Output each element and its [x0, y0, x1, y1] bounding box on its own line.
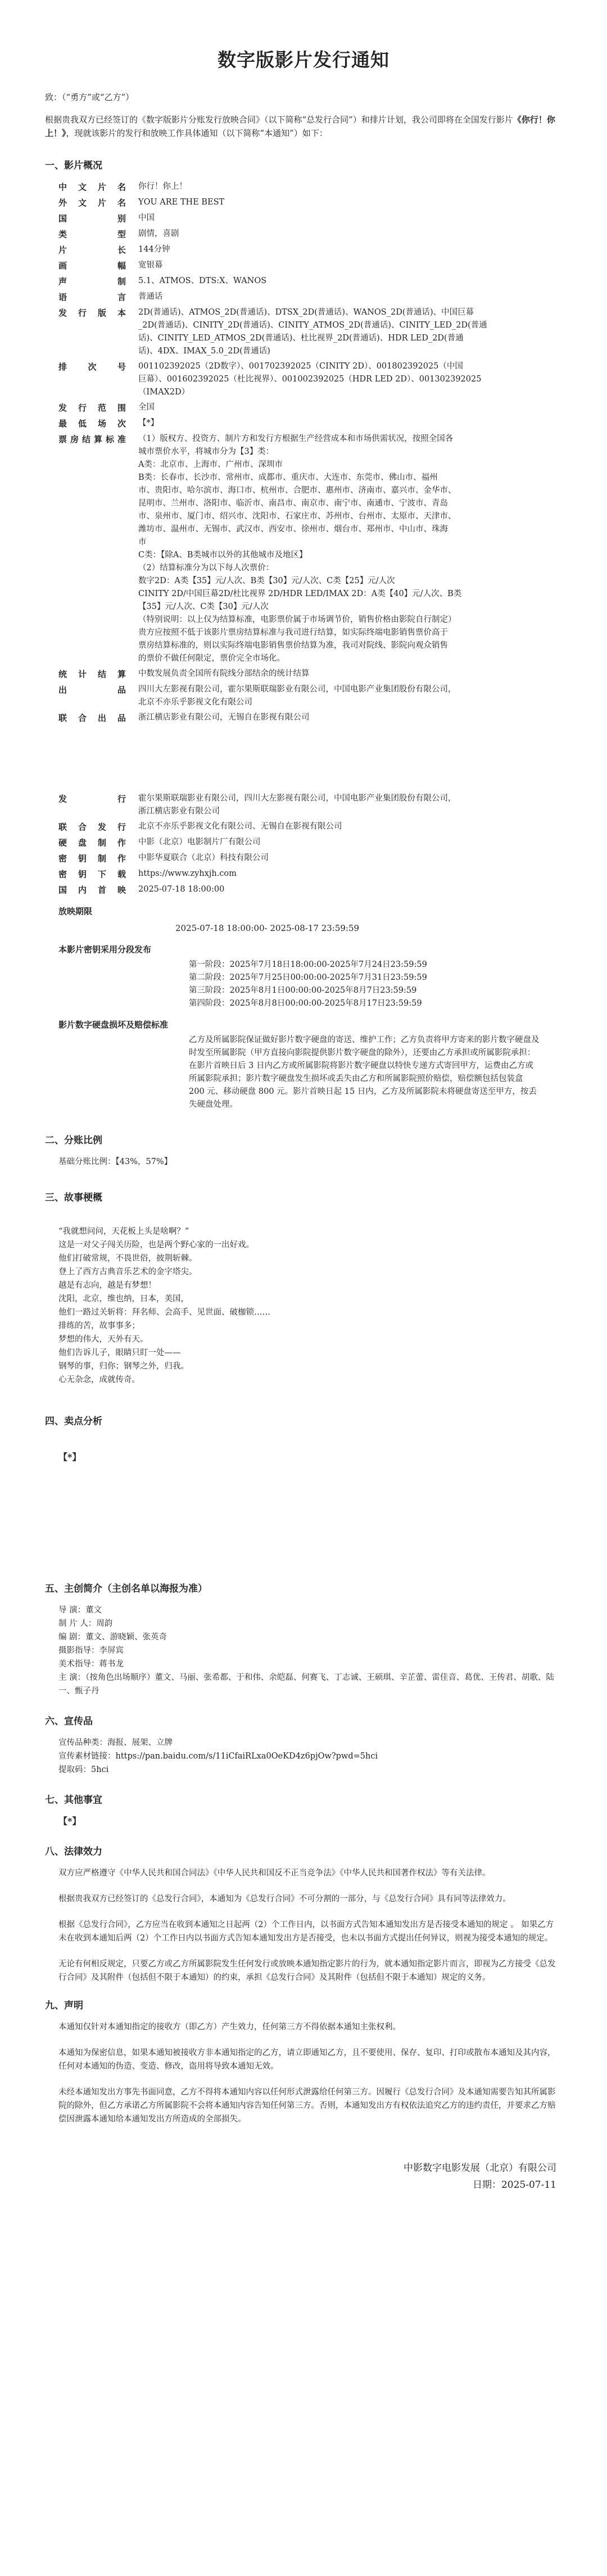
info-row-codes: [58, 360, 576, 399]
credit-line: 美术指导：蒋书龙: [58, 1660, 124, 1669]
info-row-scope: [58, 401, 576, 415]
film-info-table: [58, 180, 576, 897]
settlement-line: （特别说明：以上仅为结算标准，电影票价属于市场调节价，销售价格由影院自行制定）: [138, 615, 456, 624]
key-period-item: 第二阶段：2025年7月25日00:00:00-2025年7月31日23:59:59: [189, 973, 427, 982]
credit-line: 制 片 人：周韵: [58, 1619, 113, 1628]
info-value: 剧情，喜剧: [138, 229, 179, 238]
legal-paragraph: 双方应严格遵守《中华人民共和国合同法》《中华人民共和国反不正当竞争法》《中华人民共和国著作权法》等有关法律。: [58, 1869, 491, 1878]
info-label: 联合发行: [58, 822, 126, 832]
credit-line: 主 演：（按角色出场顺序）董文、马丽、张希都、于和伟、余皑磊、何赛飞、丁志诚、王硕琪、辛芷蕾、雷佳音、葛优、王传君、胡歌、陆一、甄子丹: [58, 1673, 554, 1696]
info-value: 中影华夏联合（北京）科技有限公司: [138, 853, 269, 862]
settlement-line: B类：长春市、长沙市、常州市、成都市、重庆市、大连市、东莞市、佛山市、福州: [138, 473, 438, 482]
credits-list: [45, 1603, 562, 1698]
info-value: 全国: [138, 403, 155, 412]
story-synopsis: [58, 1225, 562, 1387]
info-value: 普通话: [138, 292, 163, 301]
story-line: “我就想问问，天花板上头是啥啊？”: [58, 1227, 189, 1236]
info-value: 2025-07-18 18:00:00: [138, 885, 225, 894]
info-row-stats: [58, 667, 576, 681]
split-ratio: 基础分账比例：【43%，57%】: [58, 1157, 173, 1166]
key-period-item: 第三阶段：2025年8月1日00:00:00-2025年8月7日23:59:59: [189, 986, 417, 995]
statement-paragraph: 未经本通知发出方事先书面同意，乙方不得将本通知内容以任何形式泄露给任何第三方。因履行《总发行合同》及本通知需要告知其所属影院的除外，但乙方承诺乙方所属影院不会将本通知内容告知任何第三方。否则，本通知发出方有权依法追究乙方的违约责任，并要求乙方赔偿因泄露本通知给本通知发出方所造成的全部损失。: [58, 2088, 556, 2124]
credit-line: 摄影指导：李屏宾: [58, 1646, 124, 1655]
info-label: 发行版本: [58, 308, 126, 318]
info-value: [138, 683, 576, 709]
story-line: 越是有志向，越是有梦想！: [58, 1281, 156, 1290]
code-line: （IMAX2D）: [138, 388, 190, 397]
key-period-item: 第一阶段：2025年7月18日18:00:00-2025年7月24日23:59:59: [189, 960, 427, 969]
info-value: [138, 792, 576, 818]
settlement-line: 贵方应按照不低于该影片票房结算标准与我司进行结算，如实际终端电影销售票价高于: [138, 628, 448, 637]
info-row-coproducer: [58, 711, 576, 725]
settlement-line: （1）版权方、投资方、制片方和发行方根据生产经营成本和市场供需状况，按照全国各: [138, 434, 454, 443]
info-label: 中文片名: [58, 182, 126, 192]
settlement-line: A类：北京市、上海市、广州市、深圳市: [138, 460, 283, 469]
settlement-line: 数字2D：A类【35】元/人次、B类【30】元/人次、C类【25】元/人次: [138, 576, 395, 585]
settlement-line: 【35】元/人次、C类【30】元/人次: [138, 602, 269, 611]
info-value: YOU ARE THE BEST: [138, 198, 225, 207]
info-label: 出品: [58, 685, 126, 695]
key-periods-title: 本影片密钥采用分段发布: [58, 944, 152, 955]
legal-paragraph: 根据贵我双方已经签订的《总发行合同》，本通知为《总发行合同》不可分割的一部分，与《总发行合同》具有同等法律效力。: [58, 1894, 511, 1903]
info-row-codistributor: [58, 820, 576, 834]
story-line: 排练的苦，故事事多；: [58, 1321, 140, 1330]
producer-line: 北京不亦乐乎影视文化有限公司: [138, 698, 252, 707]
settlement-line: 昆明市、兰州市、洛阳市、临沂市、南昌市、南京市、南宁市、南通市、宁波市、青岛: [138, 499, 448, 508]
settlement-line: 市、泉州市、厦门市、绍兴市、沈阳市、石家庄市、苏州市、台州市、太原市、天津市、: [138, 512, 456, 521]
section-title-split: 二、分账比例: [45, 1135, 102, 1146]
intro-paragraph: [45, 113, 562, 140]
info-value: 中国: [138, 213, 155, 222]
section-title-other: 七、其他事宜: [45, 1794, 102, 1806]
info-label: 语言: [58, 292, 126, 302]
legal-paragraph: 无论有何相反规定，只要乙方或乙方所属影院发生任何发行或放映本通知指定影片的行为，就本通知指定影片而言，即视为乙方接受《总发行合同》及其附件（包括但不限于本通知）的约束，承担《总发行合同》及其附件（包括但不限于本通知）规定的义务。: [58, 1960, 556, 1982]
guarantee-text: 乙方及所属影院保证做好影片数字硬盘的寄送、维护工作；乙方负责将甲方寄来的影片数字硬盘及时发至所属影院（甲方直接向影院提供影片数字硬盘的除外），还要由乙方承担或所属影院承担：在影片首映日后 3 日内乙方或所属影院将影片数字硬盘以特快专递方式寄回甲方，运费由乙方或所属影院承担；影片数字硬盘发生损坏或丢失由乙方和所属影院照价赔偿，赔偿额包括包装盒 200 元、移动硬盘 800 元。影片首映日起 15 日内，乙方及所属影院未将硬盘寄送至甲方，按丢失硬盘处理。: [189, 1035, 540, 1109]
credit-line: 编 剧：董文、游晓颖、张英奇: [58, 1633, 167, 1642]
info-value: 浙江横店影业有限公司，无锡自在影视有限公司: [138, 713, 310, 722]
distributor-line: 浙江横店影业有限公司: [138, 807, 220, 816]
settlement-line: C类：【除A、B类城市以外的其他城市及地区】: [138, 551, 307, 560]
story-line: 他们一路过关斩将：拜名师、会高手、见世面、破枷锁……: [58, 1308, 270, 1317]
intro-before: 根据贵我双方已经签订的《数字版影片分账发行放映合同》（以下简称“总发行合同”）和排片计划，我公司即将在全国发行影片: [45, 115, 513, 125]
signature-block: [45, 2160, 562, 2193]
settlement-line: 潍坊市、温州市、无锡市、武汉市、西安市、徐州市、烟台市、郑州市、中山市、珠海: [138, 525, 448, 534]
settlement-line: （2）结算标准分为以下每人次票价：: [138, 564, 274, 573]
info-value: 中数发展负责全国所有院线分部结余的统计结算: [138, 669, 310, 678]
distributor-line: 霍尔果斯联瑞影业有限公司，四川大左影视有限公司，中国电影产业集团股份有限公司，: [138, 794, 456, 803]
info-label: 画幅: [58, 261, 126, 271]
story-line: 登上了西方古典音乐艺术的金字塔尖。: [58, 1267, 197, 1276]
info-row-country: [58, 212, 576, 225]
info-label: 票房结算标准: [58, 434, 126, 444]
info-label: 声制: [58, 276, 126, 287]
info-value: 5.1、ATMOS、DTS:X、WANOS: [138, 276, 267, 285]
settlement-line: 票房结算标准的，则以实际终端电影销售票价结算为准，我司对院线、影院向观众销售: [138, 641, 448, 650]
key-periods-list: [58, 958, 562, 1010]
info-value: [138, 433, 576, 665]
info-row-en-name: [58, 196, 576, 210]
settlement-line: CINITY 2D/中国巨幕2D/杜比视界 2D/HDR LED/IMAX 2D：A类【40】元/人次、B类: [138, 589, 462, 598]
info-label: 片长: [58, 245, 126, 255]
story-line: 沈阳，北京，维也纳，日本，美国，: [58, 1294, 189, 1303]
version-line: 话)、CINITY_LED_ATMOS_2D(普通话)、杜比视界_2D(普通话)、HDR LED_2D(普通: [138, 334, 464, 343]
info-label: 发行范围: [58, 403, 126, 413]
info-row-settlement: [58, 433, 576, 665]
info-label: 类型: [58, 229, 126, 239]
window-value: 2025-07-18 18:00:00- 2025-08-17 23:59:59: [175, 923, 360, 933]
story-line: 梦想的伟大，天外有天。: [58, 1335, 148, 1344]
promo-list: [45, 1736, 562, 1777]
intro-film-name: 《你行！你上！》: [45, 115, 555, 138]
story-line: 他们告诉儿子，眼睛只盯一处——: [58, 1348, 181, 1357]
info-row-distributor: [58, 792, 576, 818]
info-row-versions: [58, 306, 576, 358]
info-row-length: [58, 243, 576, 257]
info-row-key-make: [58, 852, 576, 865]
legal-paragraph: 根据《总发行合同》，乙方应当在收到本通知之日起两（2）个工作日内，以书面方式告知本通知发出方是否接受本通知的规定 。 如果乙方未在收到本通知后两（2）个工作日内以书面方式告知本通知发出方是否接受，也未以书面方式提出任何异议，则视为接受本通知的规定。: [58, 1920, 554, 1943]
info-label: 密钥下载: [58, 869, 126, 879]
settlement-line: 的票价不做任何限定，票价完全市场化。: [138, 654, 285, 663]
info-value: 宽银幕: [138, 261, 163, 270]
producer-line: 四川大左影视有限公司，霍尔果斯联瑞影业有限公司，中国电影产业集团股份有限公司，: [138, 685, 456, 694]
info-row-language: [58, 290, 576, 304]
info-label: 密钥制作: [58, 853, 126, 864]
info-row-release: [58, 883, 576, 897]
info-row-key-download: [58, 867, 576, 881]
credit-line: 导 演：董文: [58, 1606, 102, 1615]
info-label: 国别: [58, 213, 126, 224]
info-label: 国内首映: [58, 885, 126, 895]
info-row-hdd: [58, 836, 576, 849]
section-title-credits: 五、主创简介（主创名单以海报为准）: [45, 1583, 207, 1594]
story-line: 钢琴的事，归你；钢琴之外，归我。: [58, 1362, 189, 1371]
info-value: 你行！你上！: [138, 182, 187, 191]
info-label: 联合出品: [58, 713, 126, 723]
info-row-sound: [58, 275, 576, 288]
info-value: 北京不亦乐乎影视文化有限公司、无锡自在影视有限公司: [138, 822, 342, 831]
version-line: 话)、4DX、IMAX_5.0_2D(普通话): [138, 347, 270, 356]
promo-line: 提取码：5hci: [58, 1765, 109, 1774]
key-period-item: 第四阶段：2025年8月8日00:00:00-2025年8月17日23:59:59: [189, 999, 422, 1008]
settlement-line: 市: [138, 538, 147, 547]
info-row-cn-name: [58, 180, 576, 194]
other-placeholder: 【*】: [58, 1816, 81, 1827]
key-download-link[interactable]: https://www.zyhxjh.com: [138, 869, 237, 878]
section-title-selling-points: 四、卖点分析: [45, 1416, 102, 1427]
section-title-promo: 六、宣传品: [45, 1716, 93, 1727]
promo-line: 宣传品种类：海报、展架、立牌: [58, 1738, 173, 1747]
section-title-overview: 一、影片概况: [45, 160, 102, 171]
info-value: 144分钟: [138, 245, 170, 254]
info-label: 硬盘制作: [58, 838, 126, 848]
section-title-story: 三、故事梗概: [45, 1192, 102, 1203]
info-label: 最低场次: [58, 419, 126, 429]
section-title-legal: 八、法律效力: [45, 1846, 102, 1857]
info-row-frame: [58, 259, 576, 272]
info-value: [138, 306, 576, 358]
info-value: [138, 360, 576, 399]
info-label: 发行: [58, 794, 126, 804]
info-row-genre: [58, 228, 576, 241]
story-line: 这是一对父子闯关历险，也是两个野心家的一出好戏。: [58, 1241, 254, 1250]
info-label: 外文片名: [58, 198, 126, 208]
signature-company: 中影数字电影发展（北京）有限公司: [404, 2162, 556, 2174]
promo-link[interactable]: 宣传素材链接：https://pan.baidu.com/s/11iCfaiRLxa0OeKD4z6pjOw?pwd=5hci: [58, 1752, 378, 1761]
story-line: 他们打破常规，不畏世俗，披荆斩棘。: [58, 1254, 197, 1263]
info-value: 【*】: [138, 419, 159, 428]
info-row-min-period: [58, 417, 576, 430]
settlement-line: 城市票价水平，将城市分为【3】类：: [138, 447, 274, 456]
selling-point-placeholder: 【*】: [58, 1452, 81, 1462]
version-line: _2D(普通话)、CINITY_2D(普通话)、CINITY_ATMOS_2D(普通话)、CINITY_LED_2D(普通: [138, 321, 487, 330]
signature-date: 日期：2025-07-11: [472, 2179, 556, 2191]
info-label: 排次号: [58, 362, 126, 372]
statement-paragraph: 本通知仅针对本通知指定的接收方（即乙方）产生效力，任何第三方不得依据本通知主张权利。: [58, 2023, 401, 2032]
salutation: 致：（“勇方”或“乙方”）: [45, 92, 134, 102]
window-label: 放映期限: [58, 906, 93, 916]
section-title-statement: 九、声明: [45, 2000, 83, 2011]
statement-paragraph: 本通知为保密信息，如果本通知被接收方非本通知指定的乙方，请立即通知乙方，且不要使用、保存、复印、打印或散布本通知及其内容，任何对本通知的伪造、变造、修改，盗用将导致本通知无效。: [58, 2048, 556, 2071]
info-value: 中影（北京）电影制片厂有限公司: [138, 838, 261, 847]
intro-after: ，现就该影片的发行和放映工作具体通知（以下简称“本通知”）如下：: [66, 128, 328, 138]
code-line: 巨幕）、001602392025（杜比视界）、001002392025（HDR LED 2D）、001302392025: [138, 375, 482, 384]
code-line: 001102392025（2D数字）、001702392025（CINITY 2D）、001802392025（中国: [138, 362, 463, 371]
story-line: 心无杂念，成就传奇。: [58, 1375, 140, 1384]
page-title: 数字版影片发行通知: [218, 49, 389, 71]
info-row-producer: [58, 683, 576, 709]
info-label: 统计结算: [58, 669, 126, 679]
guarantee-title: 影片数字硬盘损坏及赔偿标准: [58, 1020, 169, 1030]
settlement-line: 市、贵阳市、哈尔滨市、海口市、杭州市、合肥市、惠州市、济南市、嘉兴市、金华市、: [138, 486, 456, 495]
version-line: 2D(普通话)、ATMOS_2D(普通话)、DTSX_2D(普通话)、WANOS_2D(普通话)、中国巨幕: [138, 308, 474, 317]
